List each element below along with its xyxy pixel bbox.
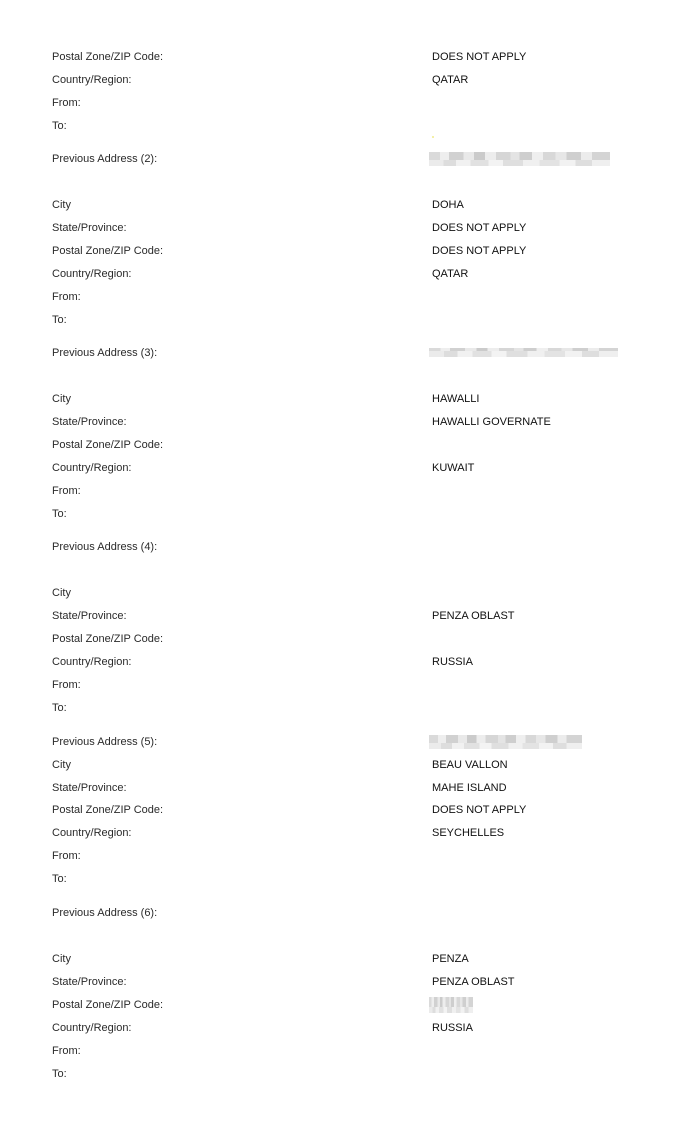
city-row xyxy=(0,197,700,213)
address-heading: Previous Address (2): xyxy=(52,153,158,165)
postal-label: Postal Zone/ZIP Code: xyxy=(52,804,164,816)
postal-row xyxy=(0,997,700,1013)
country-row xyxy=(0,266,700,282)
postal-label: Postal Zone/ZIP Code: xyxy=(52,245,164,257)
country-label: Country/Region: xyxy=(52,462,132,474)
country-value: RUSSIA xyxy=(432,1022,473,1034)
country-label: Country/Region: xyxy=(52,827,132,839)
postal-value: DOES NOT APPLY xyxy=(432,51,527,63)
city-row xyxy=(0,391,700,407)
address-heading: Previous Address (4): xyxy=(52,541,158,553)
city-label: City xyxy=(52,953,71,965)
postal-row xyxy=(0,631,700,647)
state-value: PENZA OBLAST xyxy=(432,976,515,988)
to-row xyxy=(0,700,700,716)
city-label: City xyxy=(52,759,71,771)
city-value: PENZA xyxy=(432,953,469,965)
postal-row xyxy=(0,802,700,818)
country-value: QATAR xyxy=(432,74,469,86)
state-row xyxy=(0,780,700,796)
redacted-address-line xyxy=(429,348,618,357)
state-value: DOES NOT APPLY xyxy=(432,222,527,234)
state-value: MAHE ISLAND xyxy=(432,782,507,794)
state-label: State/Province: xyxy=(52,222,127,234)
to-label: To: xyxy=(52,314,67,326)
postal-value: DOES NOT APPLY xyxy=(432,804,527,816)
postal-label: Postal Zone/ZIP Code: xyxy=(52,439,164,451)
from-label: From: xyxy=(52,850,81,862)
state-row xyxy=(0,608,700,624)
city-label: City xyxy=(52,393,71,405)
address-heading-row xyxy=(0,905,700,921)
country-row xyxy=(0,654,700,670)
state-label: State/Province: xyxy=(52,782,127,794)
address-heading-row xyxy=(0,151,700,167)
city-label: City xyxy=(52,199,71,211)
from-label: From: xyxy=(52,1045,81,1057)
from-row xyxy=(0,95,700,111)
postal-row xyxy=(0,49,700,65)
city-row xyxy=(0,757,700,773)
from-label: From: xyxy=(52,679,81,691)
country-row xyxy=(0,1020,700,1036)
to-label: To: xyxy=(52,702,67,714)
country-label: Country/Region: xyxy=(52,268,132,280)
country-label: Country/Region: xyxy=(52,656,132,668)
address-heading: Previous Address (6): xyxy=(52,907,158,919)
city-value: DOHA xyxy=(432,199,464,211)
state-row xyxy=(0,414,700,430)
to-row xyxy=(0,118,700,134)
state-value: PENZA OBLAST xyxy=(432,610,515,622)
from-row xyxy=(0,677,700,693)
from-label: From: xyxy=(52,291,81,303)
state-label: State/Province: xyxy=(52,976,127,988)
country-label: Country/Region: xyxy=(52,1022,132,1034)
address-heading-row xyxy=(0,539,700,555)
to-label: To: xyxy=(52,508,67,520)
country-row xyxy=(0,72,700,88)
city-value: BEAU VALLON xyxy=(432,759,508,771)
redacted-postal-code xyxy=(429,997,473,1013)
state-label: State/Province: xyxy=(52,416,127,428)
postal-row xyxy=(0,243,700,259)
country-value: KUWAIT xyxy=(432,462,475,474)
address-heading: Previous Address (3): xyxy=(52,347,158,359)
from-row xyxy=(0,289,700,305)
to-label: To: xyxy=(52,1068,67,1080)
to-row xyxy=(0,506,700,522)
country-label: Country/Region: xyxy=(52,74,132,86)
to-row xyxy=(0,1066,700,1082)
postal-row xyxy=(0,437,700,453)
from-row xyxy=(0,1043,700,1059)
country-value: QATAR xyxy=(432,268,469,280)
redacted-address-line xyxy=(429,735,582,749)
country-row xyxy=(0,460,700,476)
address-heading-row xyxy=(0,734,700,750)
state-row xyxy=(0,974,700,990)
from-label: From: xyxy=(52,485,81,497)
city-row xyxy=(0,585,700,601)
country-value: SEYCHELLES xyxy=(432,827,505,839)
from-label: From: xyxy=(52,97,81,109)
city-row xyxy=(0,951,700,967)
city-value: HAWALLI xyxy=(432,393,480,405)
state-label: State/Province: xyxy=(52,610,127,622)
country-value: RUSSIA xyxy=(432,656,473,668)
country-row xyxy=(0,825,700,841)
postal-label: Postal Zone/ZIP Code: xyxy=(52,999,164,1011)
to-label: To: xyxy=(52,873,67,885)
to-row xyxy=(0,312,700,328)
postal-value: DOES NOT APPLY xyxy=(432,245,527,257)
address-heading: Previous Address (5): xyxy=(52,736,158,748)
address-heading-row xyxy=(0,345,700,361)
redacted-address-line xyxy=(429,152,610,166)
from-row xyxy=(0,483,700,499)
state-row xyxy=(0,220,700,236)
stray-mark xyxy=(432,136,434,138)
postal-label: Postal Zone/ZIP Code: xyxy=(52,51,164,63)
city-label: City xyxy=(52,587,71,599)
to-row xyxy=(0,871,700,887)
from-row xyxy=(0,848,700,864)
postal-label: Postal Zone/ZIP Code: xyxy=(52,633,164,645)
state-value: HAWALLI GOVERNATE xyxy=(432,416,551,428)
to-label: To: xyxy=(52,120,67,132)
